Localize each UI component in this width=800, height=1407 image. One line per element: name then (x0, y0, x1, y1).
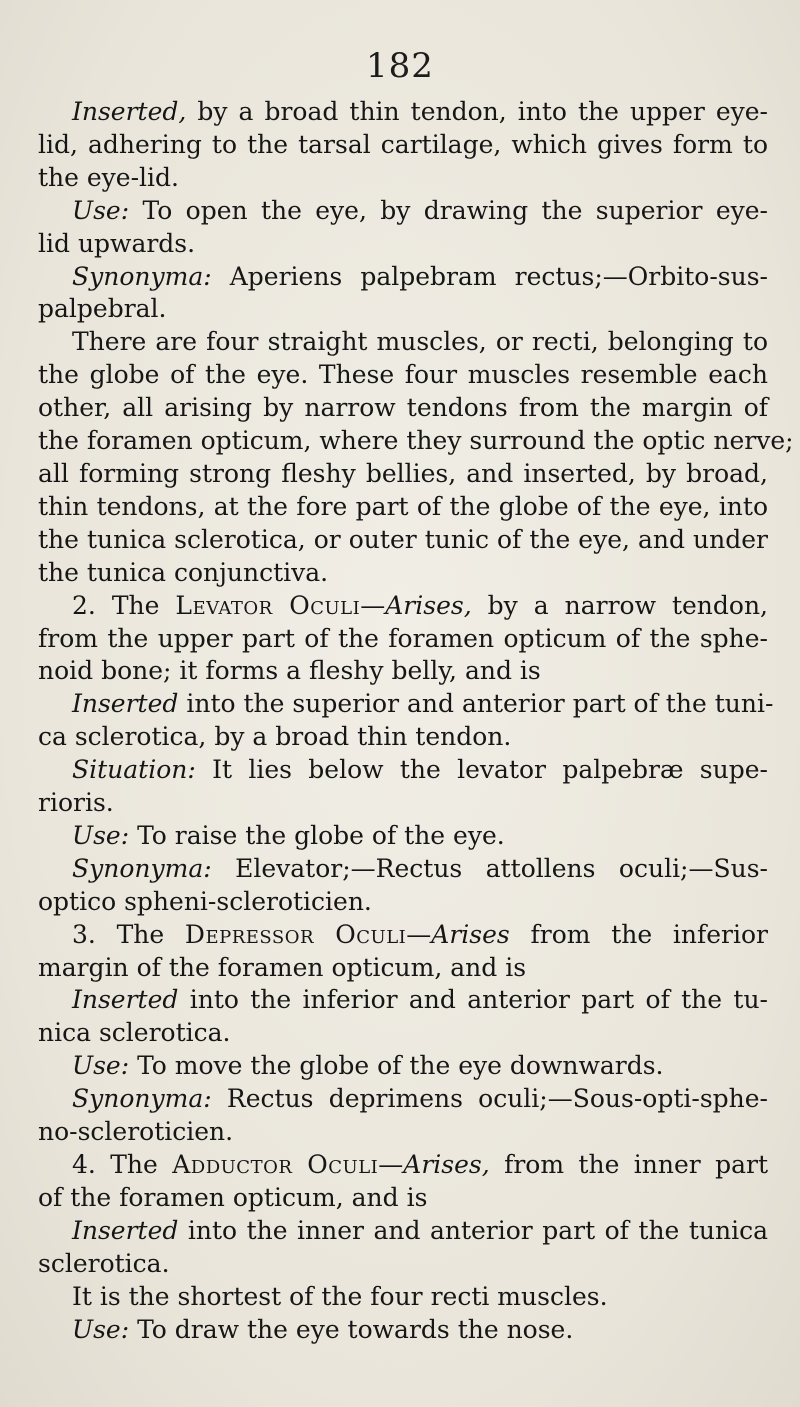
text-line (38, 557, 768, 590)
text-run: from the upper part of the foramen opticum of the sphe- (38, 623, 768, 653)
page-number: 182 (366, 46, 434, 86)
text-line (38, 1215, 768, 1248)
italic-run: Arises, (385, 590, 472, 620)
text-run: There are four straight muscles, or recti, belonging to (72, 327, 768, 357)
text-run: It is the shortest of the four recti muscles. (72, 1281, 608, 1311)
text-line (38, 688, 774, 721)
italic-run: Synonyma: (72, 853, 212, 883)
text-run: lid upwards. (38, 228, 196, 258)
text-run: the globe of the eye. These four muscles resemble each (38, 360, 768, 390)
text-run: thin tendons, at the fore part of the globe of the eye, into (38, 491, 768, 521)
text-run: lid, adhering to the tarsal cartilage, which gives form to (38, 129, 768, 159)
italic-run: Inserted, (72, 97, 187, 126)
text-line (38, 293, 768, 326)
text-line (38, 129, 768, 162)
text-line (38, 261, 768, 294)
text-line (38, 754, 768, 787)
text-line (38, 623, 768, 656)
text-line (38, 919, 768, 952)
text-line (38, 886, 768, 919)
text-run: It lies below the levator palpebræ supe- (195, 755, 768, 785)
text-line (38, 1116, 768, 1149)
text-line (38, 458, 768, 491)
text-run: To move the globe of the eye downwards. (129, 1051, 664, 1081)
italic-run: Use: (72, 1314, 130, 1344)
text-run: into the inferior and anterior part of the tu- (178, 985, 768, 1015)
text-line (38, 228, 768, 261)
text-run: other, all arising by narrow tendons from the margin of (38, 393, 768, 423)
text-run: the tunica conjunctiva. (38, 557, 329, 587)
text-line (38, 491, 768, 524)
italic-run: Situation: (72, 755, 196, 785)
text-line (38, 359, 768, 392)
text-line (38, 96, 768, 129)
text-run: palpebral. (38, 294, 167, 324)
text-run: 4. The (72, 1150, 173, 1179)
text-line (38, 1248, 768, 1281)
italic-run: Use: (72, 195, 130, 225)
text-line (38, 984, 768, 1017)
text-run: Rectus deprimens oculi;—Sous-opti-sphe- (211, 1084, 768, 1114)
text-run: — (378, 1150, 404, 1179)
small-caps-run: Levator Oculi (175, 590, 361, 620)
italic-run: Use: (72, 820, 130, 850)
text-line (38, 820, 768, 853)
text-line (38, 1149, 768, 1182)
text-line (38, 1281, 768, 1314)
text-run: all forming strong fleshy bellies, and inserted, by broad, (38, 458, 768, 488)
text-run: no-scleroticien. (38, 1117, 234, 1147)
text-run: by a narrow tendon, (471, 590, 768, 620)
text-line (38, 1314, 768, 1347)
italic-run: Synonyma: (72, 261, 212, 291)
italic-run: Inserted (72, 689, 179, 719)
text-line (38, 162, 768, 195)
text-run: from the inner part (489, 1150, 768, 1179)
text-line (38, 524, 768, 557)
text-line (38, 787, 768, 820)
text-line (38, 326, 768, 359)
text-line (38, 590, 768, 623)
text-run: from the inferior (509, 919, 768, 949)
small-caps-run: Adductor Oculi (172, 1150, 379, 1179)
italic-run: Inserted (72, 985, 179, 1015)
italic-run: Inserted (72, 1215, 179, 1245)
text-line (38, 392, 768, 425)
text-run: the tunica sclerotica, or outer tunic of the eye, and under (38, 524, 768, 554)
text-run: the foramen opticum, where they surround the optic nerve; (38, 426, 794, 456)
small-caps-run: Depressor Oculi (184, 919, 407, 949)
text-run: Aperiens palpebram rectus;—Orbito-sus- (211, 261, 768, 291)
text-run: — (406, 919, 432, 949)
text-run: optico spheni-scleroticien. (38, 886, 372, 916)
text-run: To raise the globe of the eye. (129, 820, 505, 850)
text-line (38, 1083, 768, 1116)
text-line (38, 952, 768, 985)
text-run: of the foramen opticum, and is (38, 1182, 428, 1212)
text-run: margin of the foramen opticum, and is (38, 952, 527, 982)
text-run: the eye-lid. (38, 162, 179, 192)
text-run: sclerotica. (38, 1248, 170, 1278)
text-run: 2. The (72, 590, 176, 620)
text-run: nica sclerotica. (38, 1018, 231, 1048)
italic-run: Synonyma: (72, 1084, 212, 1114)
text-line (38, 721, 768, 754)
text-run: ca sclerotica, by a broad thin tendon. (38, 722, 512, 752)
text-line (38, 853, 768, 886)
text-line (38, 1182, 768, 1215)
body-text (38, 96, 794, 1346)
text-run: noid bone; it forms a fleshy belly, and is (38, 656, 541, 686)
text-run: into the superior and anterior part of the tuni- (178, 689, 774, 719)
text-run: Elevator;—Rectus attollens oculi;—Sus- (211, 853, 768, 883)
text-run: — (360, 590, 386, 620)
text-line (38, 425, 794, 458)
text-run: rioris. (38, 788, 114, 818)
text-run: To draw the eye towards the nose. (129, 1314, 574, 1344)
text-line (38, 1050, 768, 1083)
italic-run: Arises, (403, 1150, 490, 1179)
text-line (38, 195, 768, 228)
text-run: by a broad thin tendon, into the upper eye- (186, 97, 768, 126)
text-run: into the inner and anterior part of the tunica (178, 1215, 768, 1245)
text-line (38, 655, 768, 688)
text-line (38, 1017, 768, 1050)
text-run: 3. The (72, 919, 185, 949)
italic-run: Use: (72, 1051, 130, 1081)
italic-run: Arises (431, 919, 510, 949)
text-run: To open the eye, by drawing the superior eye- (129, 195, 768, 225)
